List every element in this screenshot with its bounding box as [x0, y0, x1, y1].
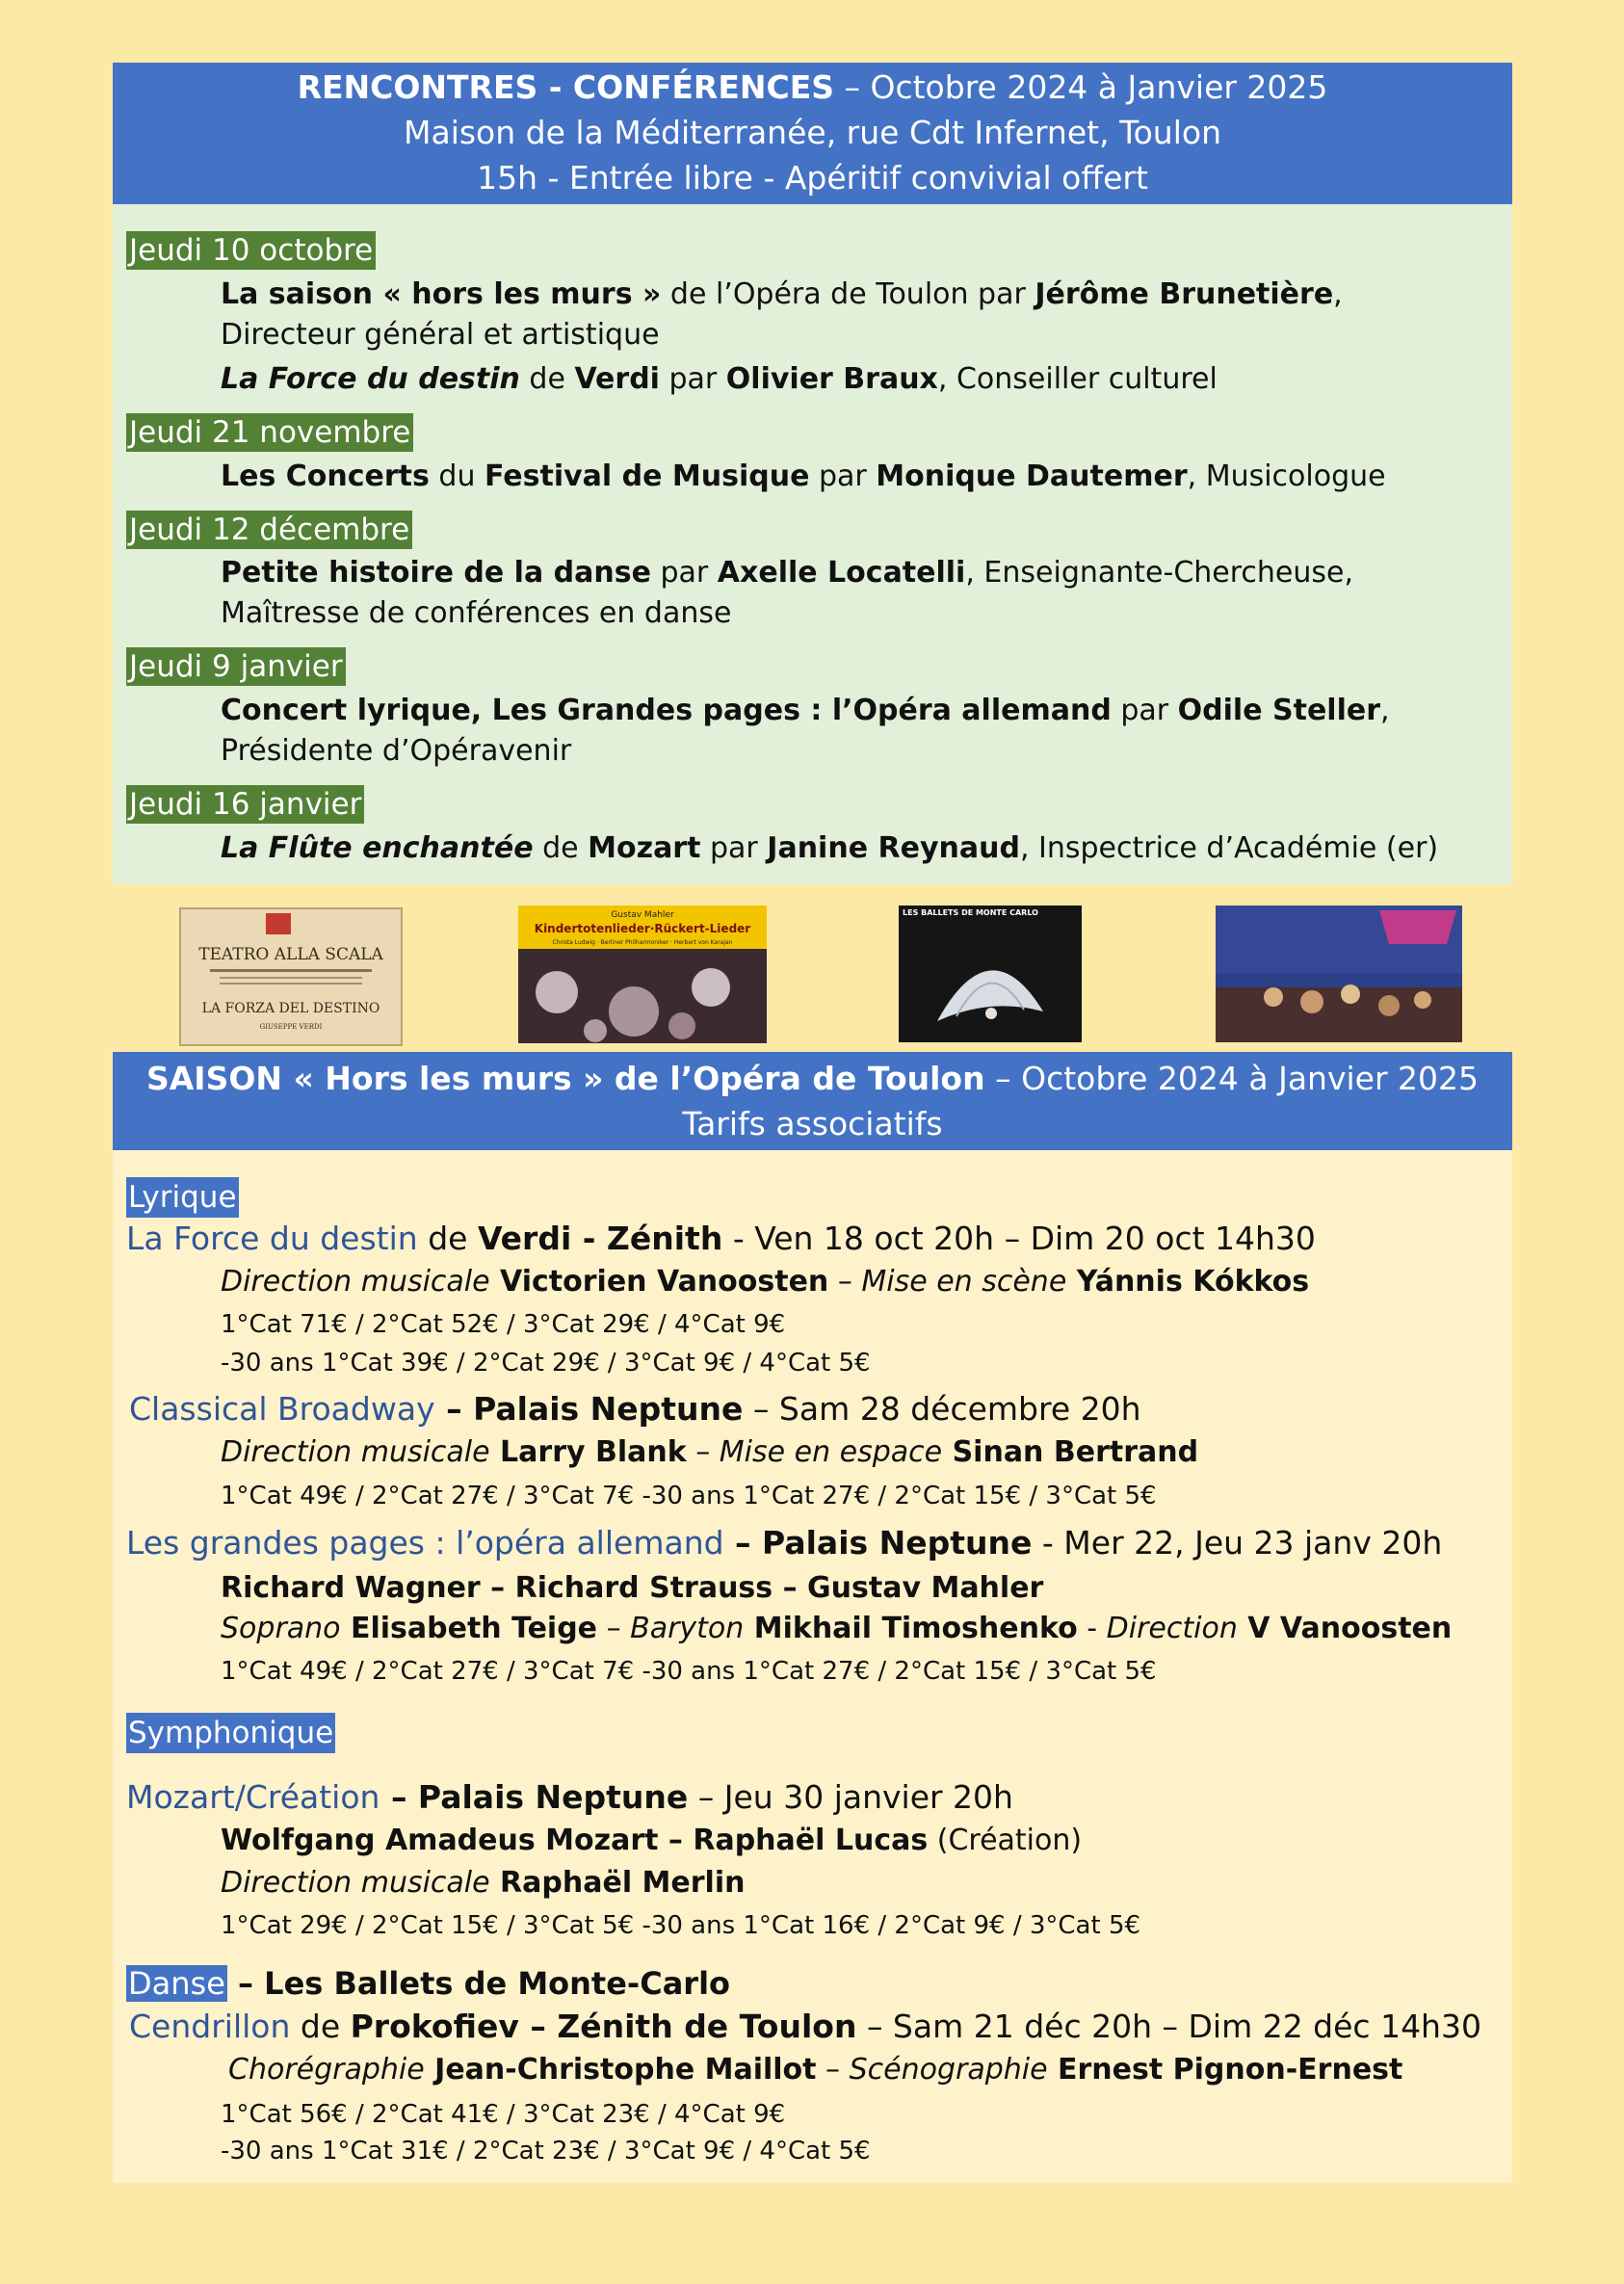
show-prices: 1°Cat 71€ / 2°Cat 52€ / 3°Cat 29€ / 4°Cat 9€ [221, 1310, 786, 1339]
scala-poster-image [179, 907, 403, 1046]
conference-item: La saison « hors les murs » de l’Opéra de Toulon par Jérôme Brunetière, Directeur général et artistique [221, 277, 1343, 352]
conference-item: Les Concerts du Festival de Musique par Monique Dautemer, Musicologue [221, 459, 1386, 493]
conference-date: Jeudi 16 janvier [126, 785, 364, 824]
conferences-title: RENCONTRES - CONFÉRENCES [297, 68, 835, 106]
conferences-venue: Maison de la Méditerranée, rue Cdt Infernet, Toulon [404, 114, 1221, 151]
conferences-panel [113, 204, 1512, 884]
cendrillon-stage-image [1216, 906, 1462, 1042]
conference-date: Jeudi 21 novembre [126, 413, 413, 452]
show-credits: Direction musicale Raphaël Merlin [221, 1866, 746, 1900]
conferences-header-title [113, 65, 1512, 110]
show-prices-young: -30 ans 1°Cat 39€ / 2°Cat 29€ / 3°Cat 9€ / 4°Cat 5€ [221, 1349, 871, 1378]
show-prices: 1°Cat 49€ / 2°Cat 27€ / 3°Cat 7€ -30 ans 1°Cat 27€ / 2°Cat 15€ / 3°Cat 5€ [221, 1482, 1157, 1510]
danse-heading: Danse – Les Ballets de Monte-Carlo [128, 1965, 731, 2002]
saison-title: SAISON « Hors les murs » de l’Opéra de Toulon [145, 1060, 985, 1097]
saison-tarifs: Tarifs associatifs [682, 1105, 943, 1142]
conferences-period: – Octobre 2024 à Janvier 2025 [834, 68, 1328, 106]
conference-date: Jeudi 12 décembre [126, 511, 412, 549]
show-grandes-pages: Les grandes pages : l’opéra allemand – Palais Neptune - Mer 22, Jeu 23 janv 20h [126, 1524, 1443, 1562]
show-prices-young: -30 ans 1°Cat 31€ / 2°Cat 23€ / 3°Cat 9€ / 4°Cat 5€ [221, 2137, 871, 2166]
ballet-photo-image [899, 906, 1082, 1042]
show-credits: Direction musicale Larry Blank – Mise en espace Sinan Bertrand [221, 1435, 1199, 1469]
mahler-album-image [518, 906, 767, 1043]
svg-text:Kindertotenlieder·Rückert-Lied: Kindertotenlieder·Rückert-Lieder [534, 922, 751, 935]
svg-text:LA FORZA DEL DESTINO: LA FORZA DEL DESTINO [201, 1001, 380, 1016]
saison-header-title [113, 1056, 1512, 1101]
conference-item: Concert lyrique, Les Grandes pages : l’Opéra allemand par Odile Steller, Présidente d’Opéravenir [221, 694, 1390, 768]
conferences-header [113, 63, 1512, 206]
conference-item: Petite histoire de la danse par Axelle Locatelli, Enseignante-Chercheuse, Maîtresse de conférences en danse [221, 556, 1354, 630]
conference-item: La Force du destin de Verdi par Olivier Braux, Conseiller culturel [221, 362, 1218, 396]
svg-text:GIUSEPPE VERDI: GIUSEPPE VERDI [259, 1023, 323, 1031]
conference-item: La Flûte enchantée de Mozart par Janine Reynaud, Inspectrice d’Académie (er) [221, 831, 1439, 865]
saison-panel [113, 1150, 1512, 2183]
show-prices: 1°Cat 49€ / 2°Cat 27€ / 3°Cat 7€ -30 ans 1°Cat 27€ / 2°Cat 15€ / 3°Cat 5€ [221, 1657, 1157, 1686]
show-mozart-creation: Mozart/Création – Palais Neptune – Jeu 30 janvier 20h [126, 1778, 1013, 1816]
symphonique-tag: Symphonique [126, 1713, 335, 1753]
show-cendrillon: Cendrillon de Prokofiev – Zénith de Toulon – Sam 21 déc 20h – Dim 22 déc 14h30 [129, 2008, 1481, 2045]
svg-text:Gustav Mahler: Gustav Mahler [611, 910, 674, 920]
show-prices: 1°Cat 56€ / 2°Cat 41€ / 3°Cat 23€ / 4°Cat 9€ [221, 2100, 786, 2129]
show-classical-broadway: Classical Broadway – Palais Neptune – Sam 28 décembre 20h [129, 1390, 1141, 1428]
saison-period: – Octobre 2024 à Janvier 2025 [984, 1060, 1480, 1097]
show-composers: Richard Wagner – Richard Strauss – Gustav Mahler [221, 1571, 1044, 1605]
saison-header [113, 1052, 1512, 1152]
show-force-du-destin: La Force du destin de Verdi - Zénith - Ven 18 oct 20h – Dim 20 oct 14h30 [126, 1220, 1316, 1257]
lyrique-tag: Lyrique [126, 1177, 239, 1218]
show-composers: Wolfgang Amadeus Mozart – Raphaël Lucas (Création) [221, 1824, 1083, 1857]
conference-date: Jeudi 10 octobre [126, 231, 376, 270]
svg-text:Christa Ludwig · Berliner Phil: Christa Ludwig · Berliner Philharmoniker · Herbert von Karajan [552, 939, 733, 946]
show-prices: 1°Cat 29€ / 2°Cat 15€ / 3°Cat 5€ -30 ans 1°Cat 16€ / 2°Cat 9€ / 3°Cat 5€ [221, 1911, 1141, 1940]
conferences-info: 15h - Entrée libre - Apéritif convivial offert [477, 159, 1148, 197]
svg-text:TEATRO ALLA SCALA: TEATRO ALLA SCALA [198, 945, 383, 964]
svg-text:LES BALLETS DE MONTE CARLO: LES BALLETS DE MONTE CARLO [903, 908, 1038, 917]
show-credits: Direction musicale Victorien Vanoosten – Mise en scène Yánnis Kókkos [221, 1265, 1310, 1299]
show-credits: Soprano Elisabeth Teige – Baryton Mikhail Timoshenko - Direction V Vanoosten [221, 1612, 1453, 1645]
conference-date: Jeudi 9 janvier [126, 647, 346, 686]
show-credits: Chorégraphie Jean-Christophe Maillot – Scénographie Ernest Pignon-Ernest [228, 2053, 1403, 2087]
danse-tag: Danse [128, 1965, 225, 2002]
